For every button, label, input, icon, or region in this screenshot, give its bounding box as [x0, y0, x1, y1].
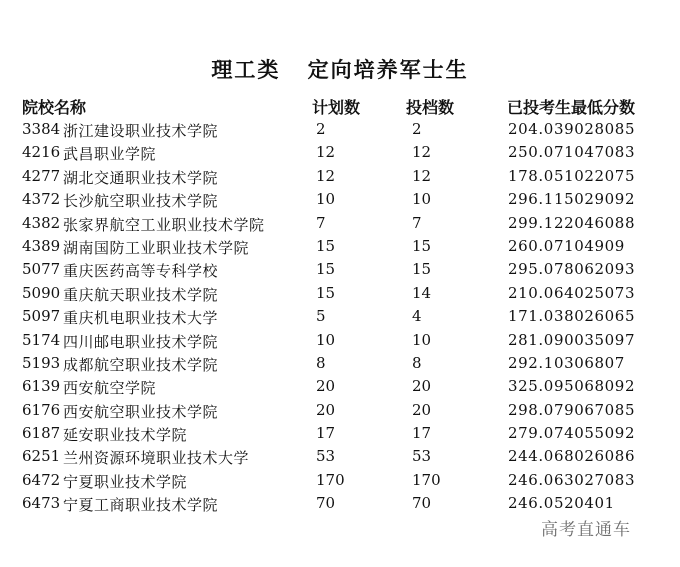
school-name: 湖南国防工业职业技术学院	[63, 238, 250, 257]
school-name: 兰州资源环境职业技术大学	[63, 449, 250, 468]
school-code: 6251	[22, 447, 61, 466]
table-header	[0, 95, 680, 117]
plan-count: 7	[316, 213, 326, 232]
table-row	[0, 330, 680, 353]
table-row	[0, 189, 680, 212]
filed-count: 4	[412, 307, 422, 326]
school-code: 3384	[22, 120, 61, 138]
plan-count: 8	[316, 353, 326, 372]
min-score: 246.063027083	[508, 470, 636, 489]
school-code: 6139	[22, 377, 61, 396]
school-name: 长沙航空职业技术学院	[63, 192, 219, 211]
filed-count: 70	[412, 494, 432, 513]
school-code: 6187	[22, 424, 61, 443]
school-code: 4277	[22, 166, 61, 185]
school-name: 四川邮电职业技术学院	[63, 332, 219, 351]
min-score: 244.068026086	[508, 447, 636, 466]
table-row	[0, 166, 680, 189]
filed-count: 2	[412, 120, 422, 138]
filed-count: 53	[412, 447, 432, 466]
min-score: 246.0520401	[508, 494, 615, 513]
min-score: 292.10306807	[508, 353, 625, 372]
school-code: 4372	[22, 190, 61, 209]
school-code: 5174	[22, 330, 61, 349]
header-plan-count: 计划数	[312, 98, 361, 117]
plan-count: 70	[316, 494, 336, 513]
table-row	[0, 236, 680, 259]
min-score: 299.122046088	[508, 213, 636, 232]
school-code: 5193	[22, 353, 61, 372]
school-code: 6176	[22, 400, 61, 419]
school-name: 成都航空职业技术学院	[63, 355, 219, 374]
plan-count: 12	[316, 143, 336, 162]
school-code: 6472	[22, 470, 61, 489]
plan-count: 15	[316, 236, 336, 255]
school-name: 宁夏职业技术学院	[63, 472, 188, 491]
school-name: 宁夏工商职业技术学院	[63, 496, 219, 515]
school-name: 西安航空职业技术学院	[63, 402, 219, 421]
watermark: 高考直通车	[541, 520, 631, 540]
school-code: 4216	[22, 143, 61, 162]
table-row	[0, 353, 680, 376]
school-code: 4382	[22, 213, 61, 232]
filed-count: 20	[412, 400, 432, 419]
filed-count: 15	[412, 236, 432, 255]
header-filed-count: 投档数	[406, 98, 455, 117]
min-score: 325.095068092	[508, 377, 636, 396]
plan-count: 20	[316, 400, 336, 419]
school-name: 湖北交通职业技术学院	[63, 168, 219, 187]
school-code: 5077	[22, 260, 61, 279]
table-row	[0, 259, 680, 282]
plan-count: 20	[316, 377, 336, 396]
table-row	[0, 142, 680, 165]
plan-count: 17	[316, 424, 336, 443]
table-row	[0, 400, 680, 423]
school-name: 重庆医药高等专科学校	[63, 262, 219, 281]
table-row	[0, 283, 680, 306]
header-school-name: 院校名称	[22, 98, 87, 117]
table-row	[0, 119, 680, 142]
table-row	[0, 306, 680, 329]
min-score: 279.074055092	[508, 424, 636, 443]
filed-count: 20	[412, 377, 432, 396]
plan-count: 10	[316, 330, 336, 349]
plan-count: 170	[316, 470, 345, 489]
school-name: 武昌职业学院	[63, 145, 157, 164]
school-name: 重庆机电职业技术大学	[63, 309, 219, 328]
filed-count: 12	[412, 166, 432, 185]
table-row	[0, 470, 680, 493]
table-row	[0, 376, 680, 399]
filed-count: 8	[412, 353, 422, 372]
min-score: 210.064025073	[508, 283, 636, 302]
min-score: 204.039028085	[508, 120, 636, 138]
plan-count: 2	[316, 120, 326, 138]
filed-count: 14	[412, 283, 432, 302]
table-row	[0, 213, 680, 236]
plan-count: 12	[316, 166, 336, 185]
table-row	[0, 446, 680, 469]
min-score: 178.051022075	[508, 166, 636, 185]
plan-count: 15	[316, 283, 336, 302]
filed-count: 17	[412, 424, 432, 443]
filed-count: 170	[412, 470, 441, 489]
school-code: 4389	[22, 236, 61, 255]
table-row	[0, 423, 680, 446]
filed-count: 12	[412, 143, 432, 162]
school-code: 5097	[22, 307, 61, 326]
plan-count: 10	[316, 190, 336, 209]
min-score: 260.07104909	[508, 236, 625, 255]
school-name: 西安航空学院	[63, 379, 157, 398]
filed-count: 7	[412, 213, 422, 232]
plan-count: 15	[316, 260, 336, 279]
min-score: 296.115029092	[508, 190, 636, 209]
school-name: 浙江建设职业技术学院	[63, 122, 219, 140]
min-score: 298.079067085	[508, 400, 636, 419]
school-code: 5090	[22, 283, 61, 302]
school-name: 延安职业技术学院	[63, 426, 188, 445]
min-score: 295.078062093	[508, 260, 636, 279]
min-score: 281.090035097	[508, 330, 636, 349]
school-name: 张家界航空工业职业技术学院	[63, 215, 265, 234]
min-score: 250.071047083	[508, 143, 636, 162]
filed-count: 10	[412, 190, 432, 209]
plan-count: 53	[316, 447, 336, 466]
filed-count: 15	[412, 260, 432, 279]
filed-count: 10	[412, 330, 432, 349]
plan-count: 5	[316, 307, 326, 326]
min-score: 171.038026065	[508, 307, 636, 326]
school-name: 重庆航天职业技术学院	[63, 285, 219, 304]
school-code: 6473	[22, 494, 61, 513]
table-row	[0, 493, 680, 516]
page-title: 理工类 定向培养军士生	[211, 58, 469, 82]
table-body	[0, 119, 680, 517]
header-min-score: 已投考生最低分数	[507, 98, 636, 117]
